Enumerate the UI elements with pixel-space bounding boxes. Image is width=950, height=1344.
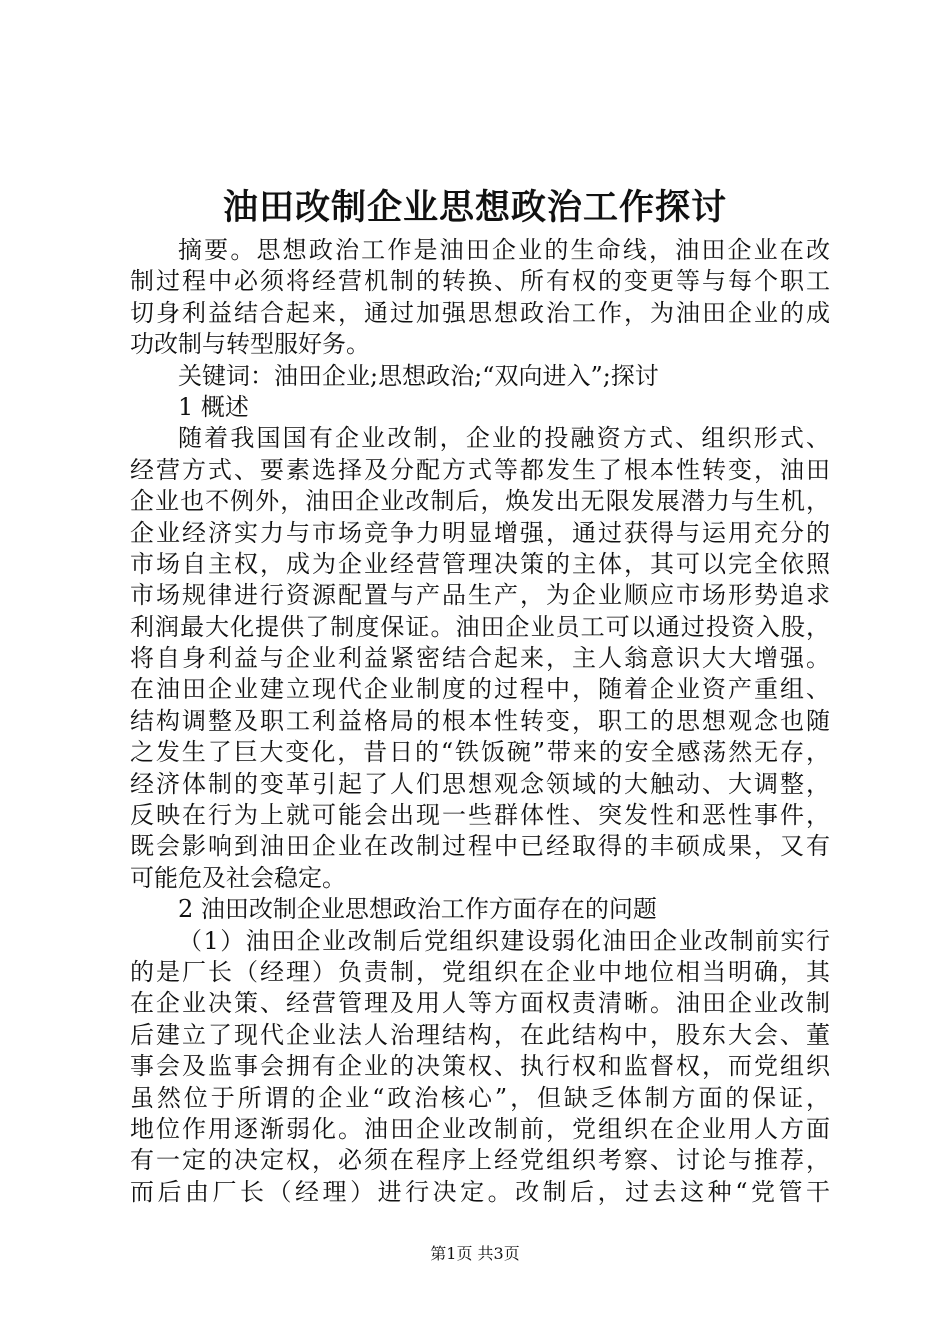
paragraph-line: 在企业决策、经营管理及用人等方面权责清晰。油田企业改制 [130, 989, 830, 1018]
paragraph-line: 企业也不例外，油田企业改制后，焕发出无限发展潜力与生机， [130, 487, 830, 516]
paragraph-line: 市场规律进行资源配置与产品生产，为企业顺应市场形势追求 [130, 581, 830, 610]
paragraph-line: 可能危及社会稳定。 [130, 863, 346, 892]
paragraph-line: 结构调整及职工利益格局的根本性转变，职工的思想观念也随 [130, 706, 830, 735]
keywords-line: 关键词：油田企业;思想政治;“双向进入”;探讨 [178, 361, 659, 390]
paragraph-line: 经营方式、要素选择及分配方式等都发生了根本性转变，油田 [130, 455, 830, 484]
paragraph-line: 企业经济实力与市场竞争力明显增强，通过获得与运用充分的 [130, 518, 830, 547]
paragraph-line: 利润最大化提供了制度保证。油田企业员工可以通过投资入股， [130, 612, 830, 641]
paragraph-line: 之发生了巨大变化，昔日的“铁饭碗”带来的安全感荡然无存， [130, 738, 830, 767]
section-heading-overview: 1 概述 [178, 392, 249, 421]
section-heading-problems: 2 油田改制企业思想政治工作方面存在的问题 [178, 895, 657, 924]
paragraph-line: 事会及监事会拥有企业的决策权、执行权和监督权，而党组织 [130, 1052, 830, 1081]
page-number-footer: 第1页 共3页 [430, 1244, 520, 1263]
paragraph-line: 而后由厂长（经理）进行决定。改制后，过去这种“党管干 [130, 1177, 830, 1206]
document-body [130, 235, 830, 1208]
document-title: 油田改制企业思想政治工作探讨 [222, 187, 727, 228]
paragraph-line: 有一定的决定权，必须在程序上经党组织考察、讨论与推荐， [130, 1146, 830, 1175]
paragraph-line: （1）油田企业改制后党组织建设弱化油田企业改制前实行 [178, 926, 830, 955]
abstract-line: 制过程中必须将经营机制的转换、所有权的变更等与每个职工 [130, 267, 830, 296]
paragraph-line: 后建立了现代企业法人治理结构，在此结构中，股东大会、董 [130, 1020, 830, 1049]
paragraph-line: 地位作用逐渐弱化。油田企业改制前，党组织在企业用人方面 [130, 1114, 830, 1143]
paragraph-line: 市场自主权，成为企业经营管理决策的主体，其可以完全依照 [130, 549, 830, 578]
paragraph-line: 经济体制的变革引起了人们思想观念领域的大触动、大调整， [130, 769, 830, 798]
paragraph-line: 将自身利益与企业利益紧密结合起来，主人翁意识大大增强。 [130, 644, 830, 673]
paragraph-line: 虽然位于所谓的企业“政治核心”，但缺乏体制方面的保证， [130, 1083, 830, 1112]
abstract-line: 摘要。思想政治工作是油田企业的生命线，油田企业在改 [178, 236, 830, 264]
abstract-line: 切身利益结合起来，通过加强思想政治工作，为油田企业的成 [130, 298, 830, 327]
paragraph-line: 在油田企业建立现代企业制度的过程中，随着企业资产重组、 [130, 675, 830, 704]
paragraph-line: 随着我国国有企业改制，企业的投融资方式、组织形式、 [178, 424, 830, 453]
abstract-line: 功改制与转型服好务。 [130, 330, 370, 359]
paragraph-line: 既会影响到油田企业在改制过程中已经取得的丰硕成果，又有 [130, 832, 830, 861]
paragraph-line: 反映在行为上就可能会出现一些群体性、突发性和恶性事件， [130, 801, 830, 830]
paragraph-line: 的是厂长（经理）负责制，党组织在企业中地位相当明确，其 [130, 957, 830, 986]
